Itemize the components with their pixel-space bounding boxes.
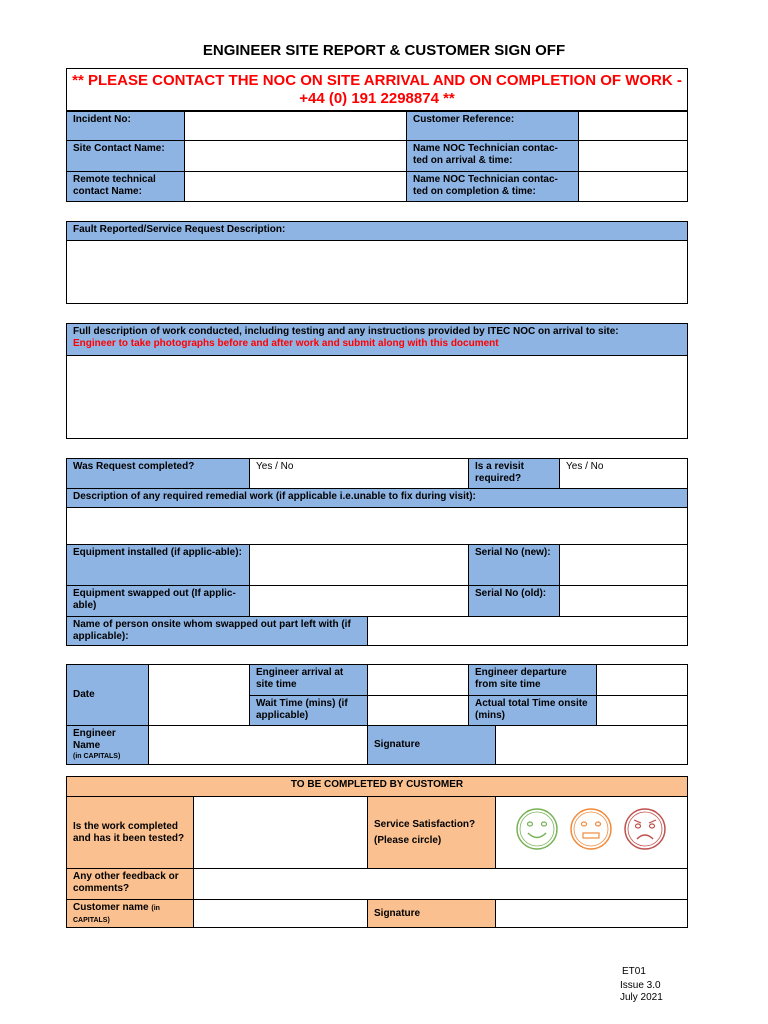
sad-face-icon[interactable] [623, 807, 667, 851]
remedial-work-field[interactable] [66, 507, 688, 545]
document-code: ET01 [622, 966, 646, 977]
satisfaction-faces-cell [495, 796, 688, 869]
please-circle-note: (Please circle) [374, 834, 442, 846]
noc-completion-field[interactable] [578, 171, 688, 202]
feedback-label: Any other feedback or comments? [66, 868, 194, 900]
engineer-signature-label: Signature [367, 725, 496, 765]
satisfaction-label: Service Satisfaction? [374, 818, 476, 830]
fault-description-label: Fault Reported/Service Request Description: [66, 221, 688, 241]
equipment-installed-field[interactable] [249, 544, 469, 586]
equipment-installed-label: Equipment installed (if applic-able): [66, 544, 250, 586]
serial-old-label: Serial No (old): [468, 585, 560, 617]
total-time-label: Actual total Time onsite (mins) [468, 695, 597, 726]
neutral-face-icon[interactable] [569, 807, 613, 851]
date-field[interactable] [148, 664, 250, 726]
request-completed-label: Was Request completed? [66, 458, 250, 489]
engineer-signature-field[interactable] [495, 725, 688, 765]
customer-reference-label: Customer Reference: [406, 111, 579, 141]
serial-new-label: Serial No (new): [468, 544, 560, 586]
request-completed-yes-no[interactable]: Yes / No [249, 458, 469, 489]
feedback-field[interactable] [193, 868, 688, 900]
customer-name-label: Customer name [73, 902, 149, 913]
departure-time-label: Engineer departure from site time [468, 664, 597, 696]
equipment-swapped-field[interactable] [249, 585, 469, 617]
wait-time-field[interactable] [367, 695, 469, 726]
page-title: ENGINEER SITE REPORT & CUSTOMER SIGN OFF [202, 42, 566, 59]
customer-signature-label: Signature [367, 899, 496, 928]
equipment-swapped-label: Equipment swapped out (If applic-able) [66, 585, 250, 617]
incident-no-field[interactable] [184, 111, 407, 141]
work-description-field[interactable] [66, 355, 688, 439]
departure-time-field[interactable] [596, 664, 688, 696]
noc-contact-banner: ** PLEASE CONTACT THE NOC ON SITE ARRIVAL AND ON COMPLETION OF WORK - +44 (0) 191 2298874 ** [66, 68, 688, 111]
engineer-name-label: Engineer Name [73, 728, 116, 751]
fault-description-field[interactable] [66, 240, 688, 304]
satisfaction-label-cell [367, 796, 496, 869]
work-description-header [66, 323, 688, 356]
work-completed-label: Is the work completed and has it been tested? [66, 796, 194, 869]
customer-signature-field[interactable] [495, 899, 688, 928]
remote-contact-label: Remote technical contact Name: [66, 171, 185, 202]
remote-contact-field[interactable] [184, 171, 407, 202]
customer-name-note: (in CAPITALS) [73, 905, 160, 924]
serial-old-field[interactable] [559, 585, 688, 617]
issue-date: July 2021 [620, 992, 663, 1003]
noc-completion-label: Name NOC Technician contac-ted on completion & time: [406, 171, 579, 202]
customer-name-label-cell [66, 899, 194, 928]
site-contact-name-label: Site Contact Name: [66, 140, 185, 172]
site-contact-name-field[interactable] [184, 140, 407, 172]
customer-reference-field[interactable] [578, 111, 688, 141]
noc-arrival-field[interactable] [578, 140, 688, 172]
photo-instruction-note: Engineer to take photographs before and after work and submit along with this document [73, 338, 499, 349]
revisit-required-yes-no[interactable]: Yes / No [559, 458, 688, 489]
noc-arrival-label: Name NOC Technician contac-ted on arrival & time: [406, 140, 579, 172]
revisit-required-label: Is a revisit required? [468, 458, 560, 489]
person-onsite-label: Name of person onsite whom swapped out part left with (if applicable): [66, 616, 368, 646]
engineer-name-field[interactable] [148, 725, 368, 765]
customer-section-header: TO BE COMPLETED BY CUSTOMER [66, 776, 688, 797]
engineer-name-note: (in CAPITALS) [73, 753, 121, 760]
remedial-work-label: Description of any required remedial work (if applicable i.e.unable to fix during visit): [66, 488, 688, 508]
happy-face-icon[interactable] [515, 807, 559, 851]
customer-name-field[interactable] [193, 899, 368, 928]
person-onsite-field[interactable] [367, 616, 688, 646]
work-description-label: Full description of work conducted, including testing and any instructions provided by ITEC NOC on arrival to site: [73, 326, 619, 337]
arrival-time-label: Engineer arrival at site time [249, 664, 368, 696]
wait-time-label: Wait Time (mins) (if applicable) [249, 695, 368, 726]
issue-number: Issue 3.0 [620, 980, 661, 991]
arrival-time-field[interactable] [367, 664, 469, 696]
incident-no-label: Incident No: [66, 111, 185, 141]
engineer-name-label-cell [66, 725, 149, 765]
date-label: Date [66, 664, 149, 726]
serial-new-field[interactable] [559, 544, 688, 586]
total-time-field[interactable] [596, 695, 688, 726]
work-completed-field[interactable] [193, 796, 368, 869]
